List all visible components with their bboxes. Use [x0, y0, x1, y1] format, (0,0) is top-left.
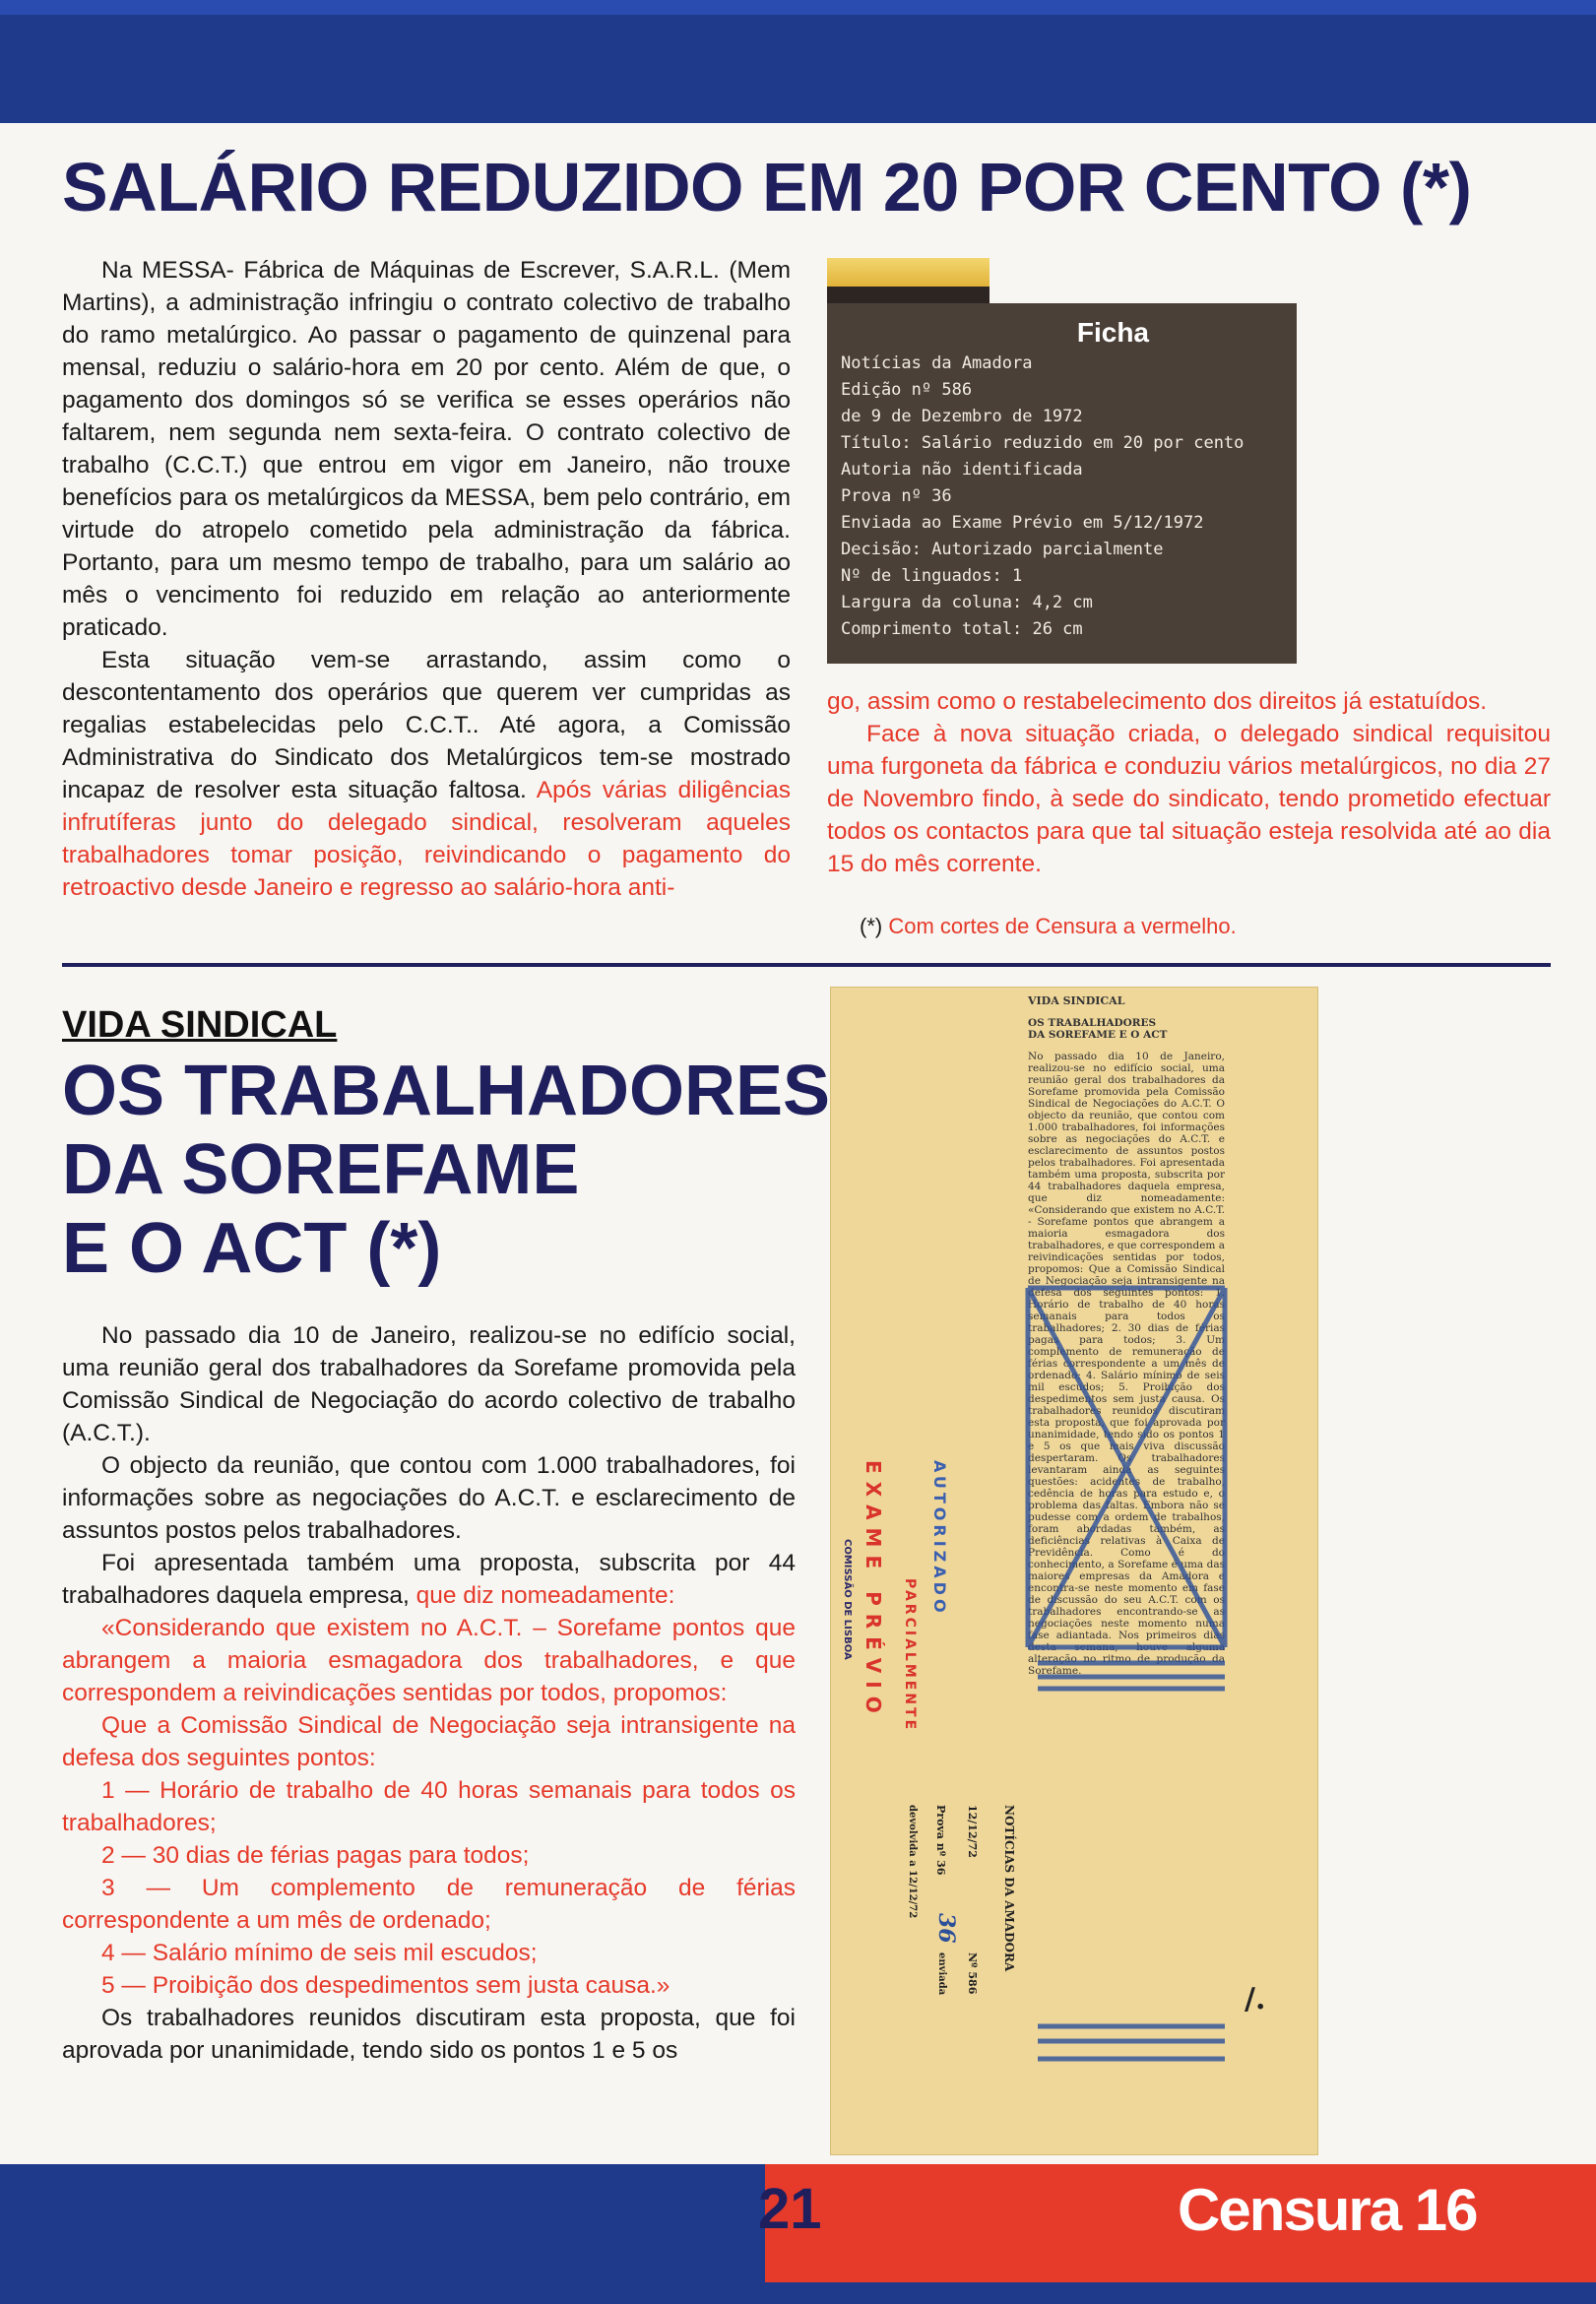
ficha-title: Ficha: [1076, 317, 1149, 348]
article2-column: [62, 1319, 796, 2067]
article2-title-line: E O ACT (*): [62, 1209, 442, 1288]
ficha-line: Prova nº 36: [841, 486, 952, 506]
text-censored: «Considerando que existem no A.C.T. – Sorefame pontos que abrangem a maioria esmagadora dos trabalhadores, e que correspondem a reivindicações sentidas por todos, propomos:: [62, 1615, 796, 1706]
article2-title-line: DA SOREFAME: [62, 1130, 580, 1209]
side-devolvida: devolvida a 12/12/72: [907, 1805, 918, 1919]
side-date: 12/12/72: [966, 1805, 979, 1858]
clipping-title-1: OS TRABALHADORES: [1028, 1017, 1157, 1029]
text-black: Os trabalhadores reunidos discutiram esta proposta, que foi aprovada por unanimidade, tendo sido os pontos 1 e 5 os: [62, 2005, 796, 2064]
article1-right-column: [827, 685, 1551, 880]
stamp-parcialmente: PARCIALMENTE: [902, 1578, 918, 1733]
article2-paragraph: [62, 1872, 796, 1937]
ficha-line: Enviada ao Exame Prévio em 5/12/1972: [841, 513, 1204, 533]
clipping-header: VIDA SINDICAL: [1028, 994, 1125, 1007]
stamp-autorizado: AUTORIZADO: [930, 1460, 949, 1617]
article1-right-paragraph-1: go, assim como o restabelecimento dos direitos já estatuídos.: [827, 688, 1488, 715]
side-prova: Prova nº 36: [934, 1805, 947, 1876]
article2-paragraph: [62, 1547, 796, 1612]
clipping-title-2: DA SOREFAME E O ACT: [1028, 1029, 1168, 1041]
section-label: VIDA SINDICAL: [62, 1004, 338, 1046]
footnote-mark: (*): [860, 914, 883, 938]
text-censored: 3 — Um complemento de remuneração de férias correspondente a um mês de ordenado;: [62, 1875, 796, 1934]
side-enviada: enviada: [936, 1952, 947, 1996]
article1-right-paragraph-2: Face à nova situação criada, o delegado sindical requisitou uma furgoneta da fábrica e conduziu vários metalúrgicos, no dia 27 de Novembro findo, à sede do sindicato, tendo prometido efectuar todos os contactos para que tal situação esteja resolvida até ao dia 15 do mês corrente.: [827, 721, 1551, 877]
page-number: 21: [758, 2177, 822, 2241]
footnote-text: Com cortes de Censura a vermelho.: [888, 914, 1237, 938]
ficha-line: Título: Salário reduzido em 20 por cento: [841, 433, 1245, 453]
article2-paragraph: [62, 1969, 796, 2002]
ficha-line: Decisão: Autorizado parcialmente: [841, 540, 1164, 559]
side-handwritten-number: 36: [933, 1913, 959, 1944]
text-censored: Que a Comissão Sindical de Negociação seja intransigente na defesa dos seguintes pontos:: [62, 1712, 796, 1771]
side-number: Nº 586: [966, 1952, 979, 1995]
ficha-line: Autoria não identificada: [841, 460, 1083, 480]
censored-clipping-image: [830, 987, 1318, 2155]
handwritten-mark: /.: [1245, 1982, 1266, 2016]
censorship-footnote: [860, 914, 1237, 939]
top-color-bar: [0, 0, 1596, 123]
side-newspaper-name: NOTÍCIAS DA AMADORA: [1002, 1805, 1016, 1972]
text-censored: 2 — 30 dias de férias pagas para todos;: [101, 1842, 530, 1869]
article2-title-line: OS TRABALHADORES: [62, 1052, 831, 1130]
article2-paragraph: [62, 2002, 796, 2067]
article2-paragraph: [62, 1319, 796, 1449]
article2-title: [62, 1052, 830, 1288]
ficha-line: de 9 de Dezembro de 1972: [841, 407, 1083, 426]
clipping-body: No passado dia 10 de Janeiro, realizou-se no edifício social, uma reunião geral dos trabalhadores da Sorefame promovida pela Comissão Sindical de Negociações do A.C.T. O objecto da reunião, que contou com 1.000 trabalhadores, foi informações sobre as negociações do A.C.T. e esclarecimento de assuntos postos pelos trabalhadores. Foi apresentada também uma proposta, subscrita por 44 trabalhadores daquela empresa, que diz nomeadamente: «Considerando que existem no A.C.T. - Sorefame pontos que abrangem a maioria esmagadora dos trabalhadores, e que correspondem a reivindicações sentidas por todos, propomos: Que a Comissão Sindical de Negociação seja intransigente na defesa dos seguintes pontos: 1. Horário de trabalho de 40 horas semanais para todos os trabalhadores; 2. 30 dias de férias pagas para todos; 3. Um complemento de remuneração de férias correspondente a um mês de ordenado; 4. Salário mínimo de seis mil escudos; 5. Proibição dos despedimentos sem justa causa. Os trabalhadores reunidos discutiram esta proposta, que foi aprovada por unanimidade, tendo sido os pontos 1 e 5 os que mais viva discussão despertaram. Os trabalhadores levantaram ainda as seguintes questões: acidentes de trabalho, cedência de horas para estudo e, o problema das faltas. Embora não se pudesse com a ordem de trabalhos, foram abordadas também, as deficiências relativas à Caixa de Previdência. Como é do conhecimento, a Sorefame é uma das maiores empresas da Amadora e encontra-se neste momento em fase de discussão do seu A.C.T. com os trabalhadores encontrando-se as negociações neste momento numa fase adiantada. Nos primeiros dias desta semana, houve alguma alteração no ritmo de produção da Sorefame.: [1028, 1051, 1225, 1677]
text-black: Foi apresentada também uma proposta, subscrita por 44 trabalhadores daquela empresa,: [62, 1550, 796, 1609]
ficha-line: Nº de linguados: 1: [841, 566, 1023, 586]
text-censored: 1 — Horário de trabalho de 40 horas semanais para todos os trabalhadores;: [62, 1777, 796, 1836]
text-censored: que diz nomeadamente:: [415, 1582, 675, 1609]
text-censored: 5 — Proibição dos despedimentos sem justa causa.»: [101, 1972, 670, 1999]
section-divider: [62, 963, 1551, 967]
article1-paragraph-1: Na MESSA- Fábrica de Máquinas de Escrever, S.A.R.L. (Mem Martins), a administração infringiu o contrato colectivo de trabalho do ramo metalúrgico. Ao passar o pagamento de quinzenal para mensal, reduziu o salário-hora em 20 por cento. Além de que, o pagamento dos domingos só se verifica se esses operários não faltarem, nem segunda nem sexta-feira. O contrato colectivo de trabalho (C.C.T.) que entrou em vigor em Janeiro, não trouxe benefícios para os metalúrgicos da MESSA, bem pelo contrário, em virtude do atropelo cometido pela administração da fábrica. Portanto, para um mesmo tempo de trabalho, para um salário ao mês o vencimento foi reduzido em relação ao anteriormente praticado.: [62, 257, 791, 641]
top-stripe: [0, 0, 1596, 15]
ficha-line: Comprimento total: 26 cm: [841, 619, 1083, 639]
article2-paragraph: [62, 1449, 796, 1547]
stamp-comissao: COMISSÃO DE LISBOA: [842, 1539, 853, 1660]
text-censored: 4 — Salário mínimo de seis mil escudos;: [101, 1940, 538, 1966]
article2-paragraph: [62, 1612, 796, 1709]
stamp-exame-previo: EXAME PRÉVIO: [862, 1460, 885, 1721]
article1-paragraph-2: [62, 644, 791, 904]
article1-left-column: [62, 254, 791, 904]
article-title: SALÁRIO REDUZIDO EM 20 POR CENTO (*): [62, 149, 1472, 225]
article2-paragraph: [62, 1839, 796, 1872]
publication-brand: Censura 16: [1178, 2177, 1477, 2243]
ficha-line: Edição nº 586: [841, 380, 973, 400]
article2-paragraph: [62, 1774, 796, 1839]
ficha-line: Notícias da Amadora: [841, 353, 1033, 373]
article1-paragraph-2-censored: Após várias diligências infrutíferas junto do delegado sindical, resolveram aqueles trabalhadores tomar posição, reivindicando o pagamento do retroactivo desde Janeiro e regresso ao salário-hora anti-: [62, 777, 791, 901]
ficha-tab-decoration: [827, 258, 990, 305]
ficha-line: Largura da coluna: 4,2 cm: [841, 593, 1093, 612]
censor-cross-mark: [831, 988, 1317, 2154]
article1-paragraph-2-black: Esta situação vem-se arrastando, assim como o descontentamento dos operários que querem ver cumpridas as regalias estabelecidas pelo C.C.T.. Até agora, a Comissão Administrativa do Sindicato dos Metalúrgicos tem-se mostrado incapaz de resolver esta situação faltosa.: [62, 647, 791, 803]
article2-paragraph: [62, 1709, 796, 1774]
text-black: O objecto da reunião, que contou com 1.000 trabalhadores, foi informações sobre as negociações do A.C.T. e esclarecimento de assuntos postos pelos trabalhadores.: [62, 1452, 796, 1544]
ficha-lines: [841, 351, 1244, 643]
ficha-box: [827, 303, 1297, 664]
article2-paragraph: [62, 1937, 796, 1969]
text-black: No passado dia 10 de Janeiro, realizou-se no edifício social, uma reunião geral dos trabalhadores da Sorefame promovida pela Comissão Sindical de Negociação do acordo colectivo de trabalho (A.C.T.).: [62, 1322, 796, 1446]
